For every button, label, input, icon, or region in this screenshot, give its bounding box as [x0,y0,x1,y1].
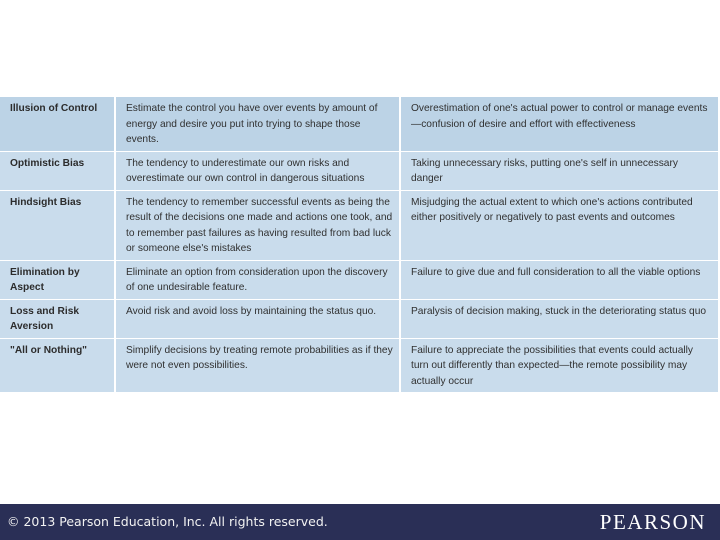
footer-bar [0,504,720,540]
pearson-logo: PEARSON [599,510,706,534]
bias-definition: Eliminate an option from consideration upon the discovery of one undesirable feature. [115,260,400,299]
bias-term: Hindsight Bias [0,190,115,260]
bias-definition: Simplify decisions by treating remote probabilities as if they were not even possibilities. [115,338,400,393]
bias-consequence: Misjudging the actual extent to which one's actions contributed either positively or negatively to past events and outcomes [400,190,718,260]
bias-consequence: Paralysis of decision making, stuck in the deteriorating status quo [400,299,718,338]
table-row [0,260,718,299]
bias-consequence: Overestimation of one's actual power to control or manage events—confusion of desire and effort with effectiveness [400,97,718,151]
bias-consequence: Failure to appreciate the possibilities that events could actually turn out differently than expected—the remote possibility may actually occur [400,338,718,393]
table-row [0,338,718,393]
table-row [0,299,718,338]
bias-definition: The tendency to underestimate our own risks and overestimate our own control in dangerous situations [115,151,400,190]
bias-term: Loss and Risk Aversion [0,299,115,338]
bias-term: Elimination by Aspect [0,260,115,299]
copyright-notice: © 2013 Pearson Education, Inc. All rights reserved. [7,514,328,529]
bias-term: Illusion of Control [0,97,115,151]
bias-consequence: Taking unnecessary risks, putting one's self in unnecessary danger [400,151,718,190]
bias-definition: The tendency to remember successful events as being the result of the decisions one made and actions one took, and to remember past failures as having resulted from bad luck or someone else's mistakes [115,190,400,260]
bias-table [0,97,718,393]
table-row [0,151,718,190]
bias-definition: Avoid risk and avoid loss by maintaining the status quo. [115,299,400,338]
table-row [0,97,718,151]
bias-term: Optimistic Bias [0,151,115,190]
table-row [0,190,718,260]
bias-consequence: Failure to give due and full consideration to all the viable options [400,260,718,299]
bias-term: "All or Nothing" [0,338,115,393]
bias-definition: Estimate the control you have over events by amount of energy and desire you put into trying to shape those events. [115,97,400,151]
